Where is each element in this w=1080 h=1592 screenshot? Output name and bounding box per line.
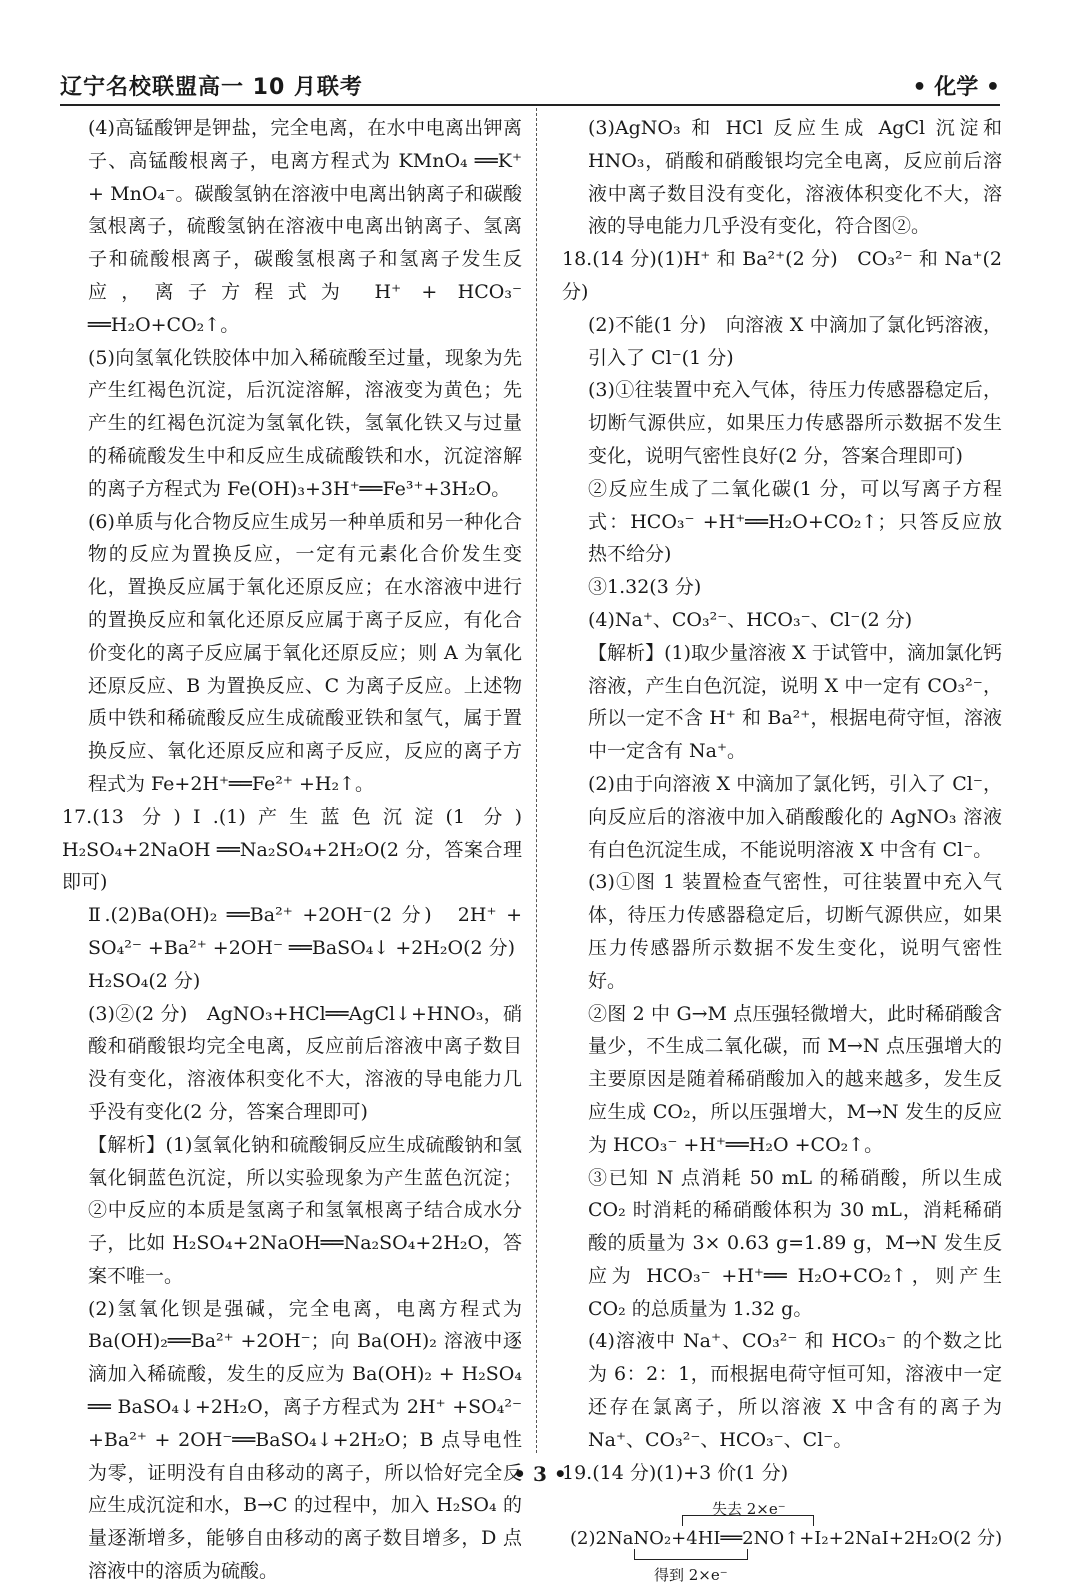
paragraph: (4)高锰酸钾是钾盐，完全电离，在水中电离出钾离子、高锰酸根离子，电离方程式为 KMnO₄ ══K⁺ + MnO₄⁻。碳酸氢钠在溶液中电离出钠离子和碳酸氢根离子，硫酸氢钠在溶液中电离出钠离子、氢离子和硫酸根离子，碳酸氢根离子和氢离子发生反应，离子方程式为 H⁺ + HCO₃⁻ ══H₂O+CO₂↑。 xyxy=(88,117,522,336)
paragraph: Ⅱ.(2)Ba(OH)₂ ══Ba²⁺ +2OH⁻(2 分) 2H⁺ + SO₄²⁻ +Ba²⁺ +2OH⁻ ══BaSO₄↓ +2H₂O(2 分) xyxy=(88,904,522,959)
column-divider xyxy=(536,108,537,1453)
analysis-paragraph: 【解析】(1)氢氧化钠和硫酸铜反应生成硫酸钠和氢氧化铜蓝色沉淀，所以实验现象为产生蓝色沉淀；②中反应的本质是氢离子和氢氧根离子结合成水分子，比如 H₂SO₄+2NaOH══Na₂SO₄+2H₂O，答案不唯一。 xyxy=(88,1133,522,1287)
question-19-answer: 19.(14 分)(1)+3 价(1 分) xyxy=(562,1461,789,1484)
paragraph: (2)由于向溶液 X 中滴加了氯化钙，引入了 Cl⁻，向反应后的溶液中加入硝酸酸化的 AgNO₃ 溶液有白色沉淀生成，不能说明溶液 X 中含有 Cl⁻。 xyxy=(588,772,1002,861)
redox-equation xyxy=(562,1493,1002,1589)
paragraph: (3)①往装置中充入气体，待压力传感器稳定后，切断气源供应，如果压力传感器所示数据不发生变化，说明气密性良好(2 分，答案合理即可) xyxy=(588,379,1002,467)
equation-text: (2)2NaNO₂+4HI══2NO↑+I₂+2NaI+2H₂O(2 分) xyxy=(570,1528,1003,1550)
paragraph: (3)AgNO₃ 和 HCl 反应生成 AgCl 沉淀和 HNO₃，硝酸和硝酸银均完全电离，反应前后溶液中离子数目没有变化，溶液体积变化不大，溶液的导电能力几乎没有变化，符合图②。 xyxy=(588,117,1002,238)
paragraph: (3)②(2 分) AgNO₃+HCl══AgCl↓+HNO₃，硝酸和硝酸银均完全电离，反应前后溶液中离子数目没有变化，溶液体积变化不大，溶液的导电能力几乎没有变化(2 分，答案合理即可) xyxy=(88,1002,522,1123)
paragraph: (3)①图 1 装置检查气密性，可往装置中充入气体，待压力传感器稳定后，切断气源供应，如果压力传感器所示数据不发生变化，说明气密性好。 xyxy=(588,871,1002,992)
paragraph: (2)不能(1 分) 向溶液 X 中滴加了氯化钙溶液，引入了 Cl⁻(1 分) xyxy=(588,313,1002,369)
question-17-answer: 17.(13 分)Ⅰ.(1)产生蓝色沉淀(1 分) H₂SO₄+2NaOH ══Na₂SO₄+2H₂O(2 分，答案合理即可) xyxy=(62,805,542,894)
paragraph: H₂SO₄(2 分) xyxy=(88,969,201,992)
right-column xyxy=(562,112,1002,1589)
subject-label: • 化学 • xyxy=(912,75,1000,100)
paragraph: ②反应生成了二氧化碳(1 分，可以写离子方程式：HCO₃⁻ +H⁺══H₂O+CO₂↑；只答反应放热不给分) xyxy=(588,477,1002,566)
paragraph: ③已知 N 点消耗 50 mL 的稀硝酸，所以生成 CO₂ 时消耗的稀硝酸体积为 30 mL，消耗稀硝酸的质量为 3× 0.63 g=1.89 g，M→N 发生反应为 HCO₃⁻ +H⁺══ H₂O+CO₂↑，则产生 CO₂ 的总质量为 1.32 g。 xyxy=(588,1166,1002,1320)
analysis-paragraph: 【解析】(1)取少量溶液 X 于试管中，滴加氯化钙溶液，产生白色沉淀，说明 X 中一定有 CO₃²⁻，所以一定不含 H⁺ 和 Ba²⁺，根据电荷守恒，溶液中一定含有 Na⁺。 xyxy=(588,641,1002,763)
question-18-answer: 18.(14 分)(1)H⁺ 和 Ba²⁺(2 分) CO₃²⁻ 和 Na⁺(2 分) xyxy=(562,248,1002,303)
page-header xyxy=(60,74,1000,106)
electron-lost-label: 失去 2×e⁻ xyxy=(712,1500,786,1519)
left-column xyxy=(62,112,542,1588)
paragraph: (2)氢氧化钡是强碱，完全电离，电离方程式为 Ba(OH)₂══Ba²⁺ +2OH⁻；向 Ba(OH)₂ 溶液中逐滴加入稀硫酸，发生的反应为 Ba(OH)₂ + H₂SO₄ ══ BaSO₄↓+2H₂O，离子方程式为 2H⁺ +SO₄²⁻ +Ba²⁺ + 2OH⁻══BaSO₄↓+2H₂O；B 点导电性为零，证明没有自由移动的离子，所以恰好完全反应生成沉淀和水，B→C 的过程中，加入 H₂SO₄ 的量逐渐增多，能够自由移动的离子数目增多，D 点溶液中的溶质为硫酸。 xyxy=(88,1297,522,1583)
paragraph: (4)Na⁺、CO₃²⁻、HCO₃⁻、Cl⁻(2 分) xyxy=(588,608,913,631)
paragraph: (4)溶液中 Na⁺、CO₃²⁻ 和 HCO₃⁻ 的个数之比为 6：2：1，而根据电荷守恒可知，溶液中一定还存在氯离子，所以溶液 X 中含有的离子为 Na⁺、CO₃²⁻、HCO₃⁻、Cl⁻。 xyxy=(588,1330,1002,1451)
exam-title: 辽宁名校联盟高一 10 月联考 xyxy=(60,75,363,100)
electron-gained-label: 得到 2×e⁻ xyxy=(654,1566,728,1585)
paragraph: (6)单质与化合物反应生成另一种单质和另一种化合物的反应为置换反应，一定有元素化合价发生变化，置换反应属于氧化还原反应；在水溶液中进行的置换反应和氧化还原反应属于离子反应，有化合价变化的离子反应属于氧化还原反应；则 A 为氧化还原反应、B 为置换反应、C 为离子反应。上述物质中铁和稀硫酸反应生成硫酸亚铁和氢气，属于置换反应、氧化还原反应和离子反应，反应的离子方程式为 Fe+2H⁺══Fe²⁺ +H₂↑。 xyxy=(88,510,522,795)
paragraph: ③1.32(3 分) xyxy=(588,576,702,599)
paragraph: (5)向氢氧化铁胶体中加入稀硫酸至过量，现象为先产生红褐色沉淀，后沉淀溶解，溶液变为黄色；先产生的红褐色沉淀为氢氧化铁，氢氧化铁又与过量的稀硫酸发生中和反应生成硫酸铁和水，沉淀溶解的离子方程式为 Fe(OH)₃+3H⁺══Fe³⁺+3H₂O。 xyxy=(88,346,522,500)
page-number: • 3 • xyxy=(513,1462,567,1486)
paragraph: ②图 2 中 G→M 点压强轻微增大，此时稀硝酸含量少，不生成二氧化碳，而 M→N 点压强增大的主要原因是随着稀硝酸加入的越来越多，发生反应生成 CO₂，所以压强增大，M→N 发生的反应为 HCO₃⁻ +H⁺══H₂O +CO₂↑。 xyxy=(588,1002,1002,1156)
